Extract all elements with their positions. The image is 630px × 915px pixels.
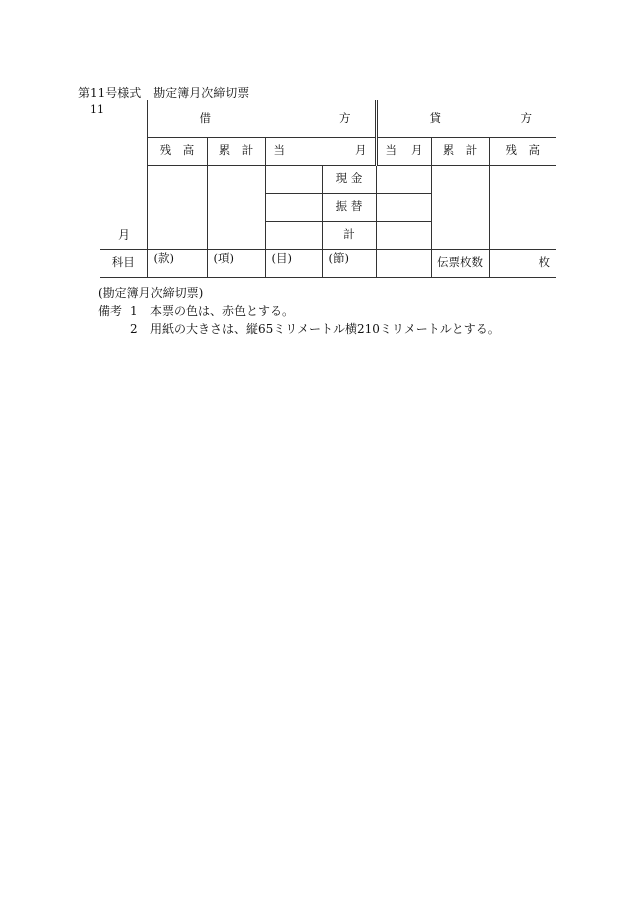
blank-left-cell bbox=[100, 137, 147, 165]
subject-row bbox=[100, 249, 556, 277]
debit-cash-cell bbox=[265, 165, 322, 193]
header-row-main bbox=[100, 100, 556, 137]
debit-balance-cell bbox=[147, 165, 207, 249]
credit-balance-header: 残 高 bbox=[489, 137, 556, 165]
credit-cumulative-cell bbox=[431, 165, 489, 249]
side-number: 11 bbox=[90, 103, 104, 116]
transfer-label: 振 替 bbox=[322, 193, 376, 221]
month-char: 月 bbox=[355, 143, 367, 158]
debit-cumulative-header: 累 計 bbox=[207, 137, 265, 165]
notes-head-spacer bbox=[98, 320, 130, 338]
slip-unit: 枚 bbox=[489, 249, 556, 277]
debit-transfer-cell bbox=[265, 193, 322, 221]
credit-cumulative-header: 累 計 bbox=[431, 137, 489, 165]
moku-cell: (目) bbox=[265, 249, 322, 277]
form-title: 第11号様式 勘定簿月次締切票 bbox=[78, 86, 250, 100]
total-label: 計 bbox=[322, 221, 376, 249]
credit-header bbox=[376, 100, 556, 137]
month-char: 月 bbox=[411, 143, 423, 158]
debit-char-1: 借 bbox=[199, 110, 211, 125]
setsu-value-cell bbox=[376, 249, 431, 277]
cash-label: 現 金 bbox=[322, 165, 376, 193]
debit-char-2: 方 bbox=[339, 110, 351, 125]
debit-total-cell bbox=[265, 221, 322, 249]
cash-row bbox=[100, 165, 556, 193]
month-area bbox=[100, 165, 147, 249]
note-text: 用紙の大きさは、縦65ミリメートル横210ミリメートルとする。 bbox=[150, 322, 500, 336]
notes-head: 備考 bbox=[98, 304, 123, 318]
note-text: 本票の色は、赤色とする。 bbox=[150, 304, 295, 318]
note-item bbox=[98, 302, 500, 320]
debit-current-month-header bbox=[265, 137, 376, 165]
note-number: 1 bbox=[130, 304, 138, 318]
caption: (勘定簿月次締切票) bbox=[98, 286, 204, 300]
credit-total-cell bbox=[376, 221, 431, 249]
kou-cell: (項) bbox=[207, 249, 265, 277]
credit-char-2: 方 bbox=[520, 110, 532, 125]
current-char: 当 bbox=[273, 143, 285, 158]
caption-row bbox=[98, 284, 500, 302]
credit-current-month-header bbox=[376, 137, 431, 165]
blank-left-cell bbox=[100, 100, 147, 137]
setsu-cell: (節) bbox=[322, 249, 376, 277]
debit-header bbox=[147, 100, 376, 137]
credit-transfer-cell bbox=[376, 193, 431, 221]
month-label: 月 bbox=[118, 228, 131, 242]
debit-balance-header: 残 高 bbox=[147, 137, 207, 165]
header-row-columns bbox=[100, 137, 556, 165]
slip-count-label: 伝票枚数 bbox=[431, 249, 489, 277]
credit-cash-cell bbox=[376, 165, 431, 193]
debit-cumulative-cell bbox=[207, 165, 265, 249]
note-number: 2 bbox=[130, 322, 138, 336]
credit-balance-cell bbox=[489, 165, 556, 249]
credit-char-1: 貸 bbox=[429, 110, 441, 125]
kan-cell: (款) bbox=[147, 249, 207, 277]
notes-block bbox=[98, 284, 500, 338]
note-item bbox=[98, 320, 500, 338]
closing-slip-table bbox=[100, 100, 556, 278]
current-char: 当 bbox=[385, 143, 397, 158]
subject-label: 科目 bbox=[100, 249, 147, 277]
